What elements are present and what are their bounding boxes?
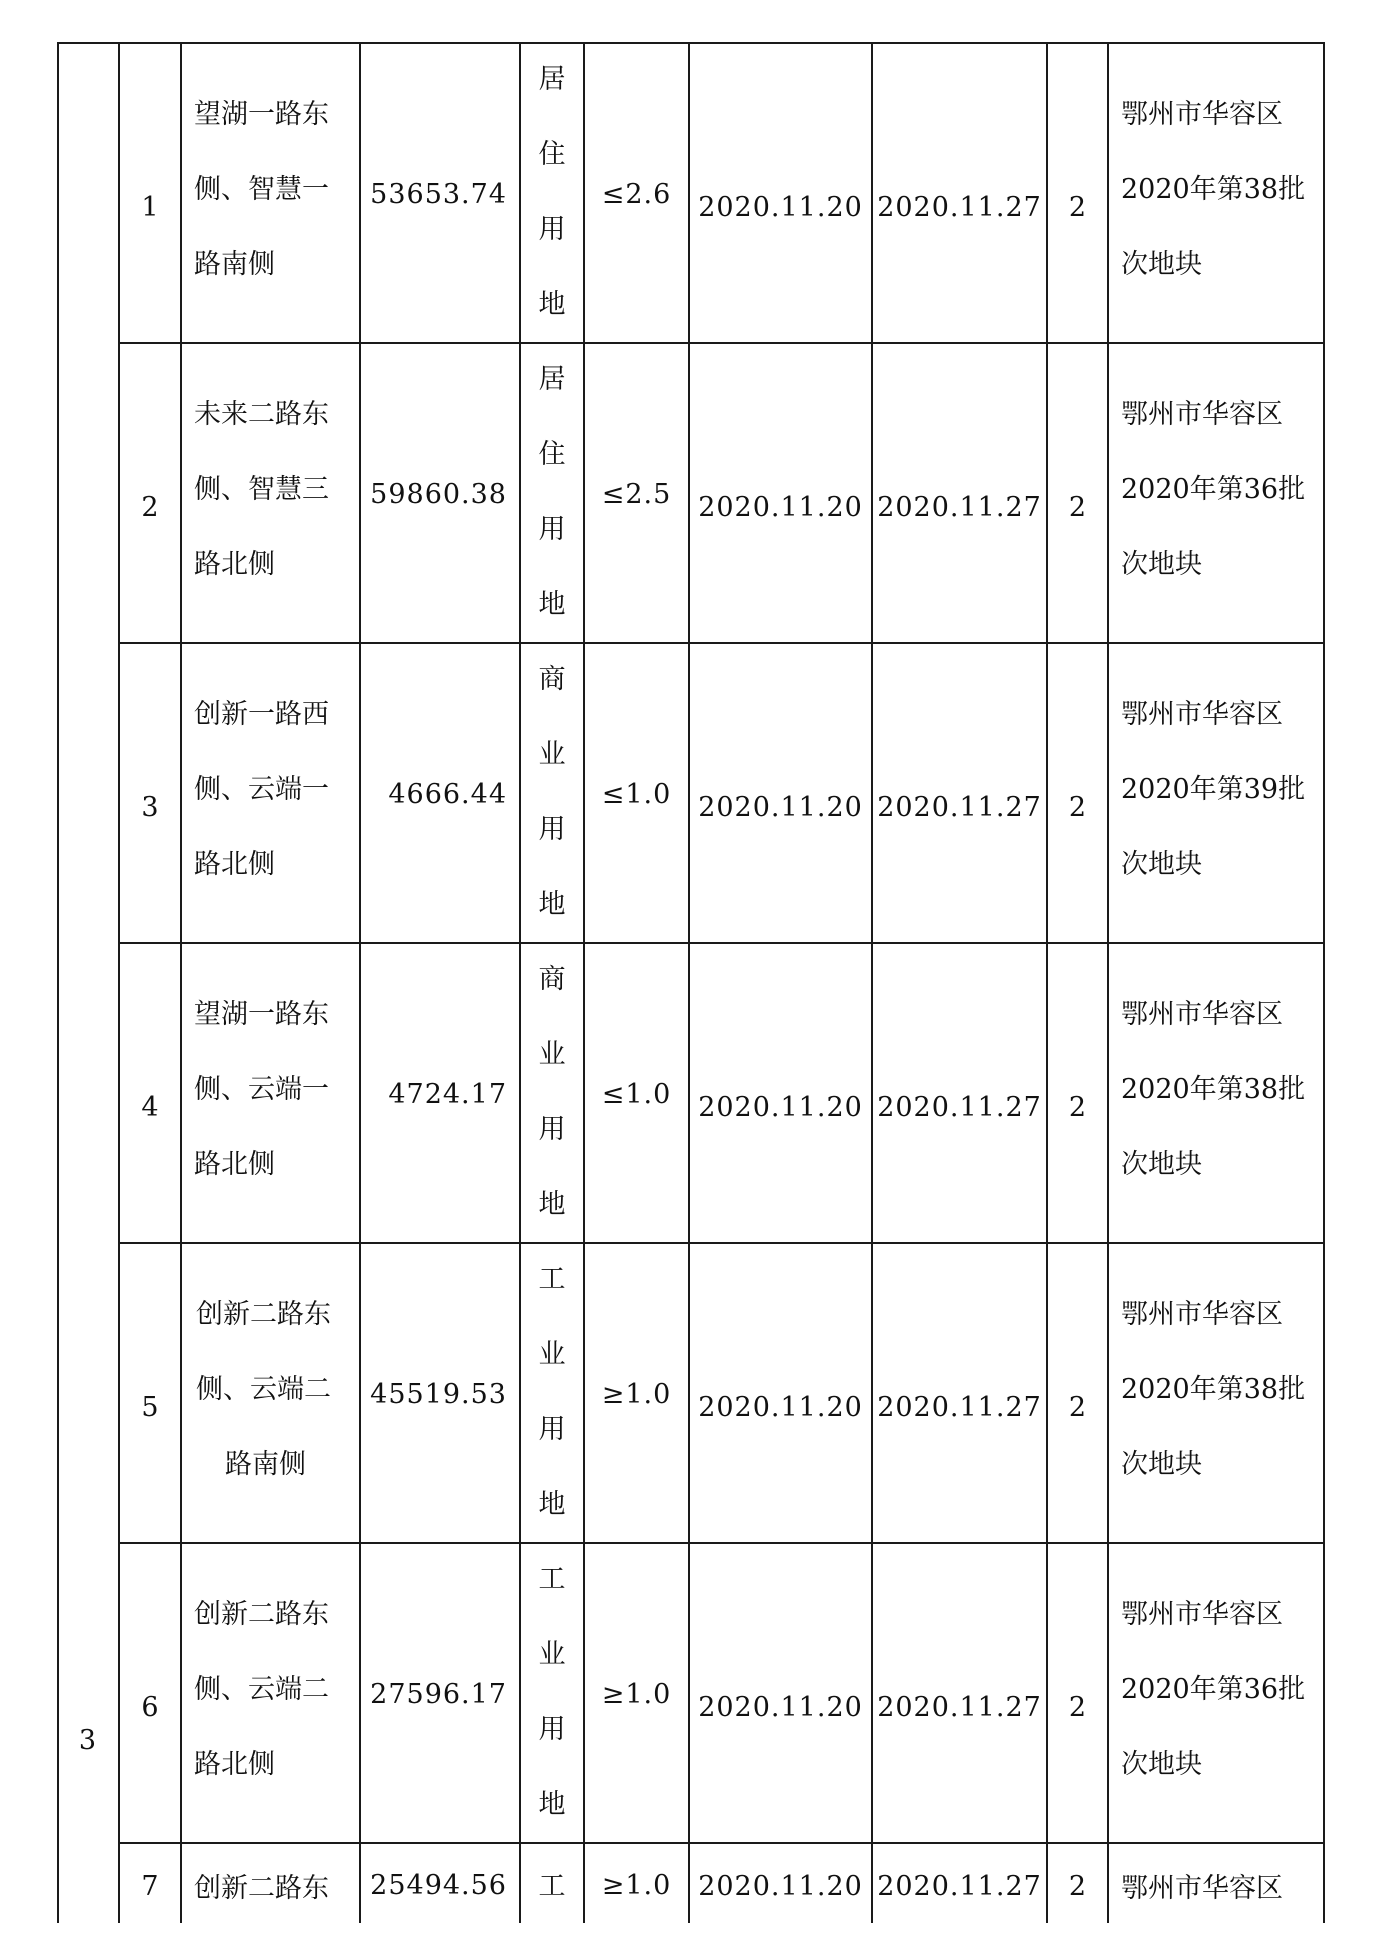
plot-ratio: ≤1.0 bbox=[601, 778, 672, 810]
plot-ratio: ≥1.0 bbox=[601, 1378, 672, 1410]
land-use-vertical bbox=[521, 342, 583, 642]
batch-line: 2020年第38批 bbox=[1121, 1374, 1306, 1405]
column-divider bbox=[1323, 42, 1325, 1923]
land-use-char: 地 bbox=[538, 1789, 566, 1820]
land-use-char: 用 bbox=[538, 1414, 566, 1445]
land-use-char: 工 bbox=[538, 1264, 566, 1295]
count-value: 2 bbox=[1068, 191, 1087, 223]
area-value: 25494.56 bbox=[370, 1869, 507, 1901]
row-number: 5 bbox=[141, 1391, 159, 1423]
start-date: 2020.11.20 bbox=[698, 1870, 863, 1902]
batch-line: 鄂州市华容区 bbox=[1121, 1299, 1283, 1330]
count-value: 2 bbox=[1068, 1870, 1087, 1902]
end-date: 2020.11.27 bbox=[877, 1391, 1042, 1423]
column-divider bbox=[359, 42, 361, 1923]
area-value: 4666.44 bbox=[388, 778, 507, 810]
row-number: 3 bbox=[141, 791, 159, 823]
count-value: 2 bbox=[1068, 491, 1087, 523]
land-use-char: 用 bbox=[538, 1114, 566, 1145]
land-use-char: 业 bbox=[538, 1639, 566, 1670]
location-line: 侧、智慧三 bbox=[194, 474, 329, 505]
batch-line: 鄂州市华容区 bbox=[1121, 999, 1283, 1030]
end-date: 2020.11.27 bbox=[877, 791, 1042, 823]
row-number: 4 bbox=[141, 1091, 159, 1123]
land-use-char: 用 bbox=[538, 214, 566, 245]
column-divider bbox=[583, 42, 585, 1923]
land-use-vertical bbox=[521, 642, 583, 942]
land-use-char: 地 bbox=[538, 889, 566, 920]
start-date: 2020.11.20 bbox=[698, 491, 863, 523]
land-use-vertical bbox=[521, 1849, 583, 1924]
plot-ratio: ≤2.6 bbox=[601, 178, 672, 210]
row-divider bbox=[118, 342, 1325, 344]
batch-line: 鄂州市华容区 bbox=[1121, 399, 1283, 430]
batch-line: 次地块 bbox=[1121, 249, 1202, 280]
row-number: 1 bbox=[141, 191, 159, 223]
location-line: 路北侧 bbox=[194, 849, 275, 880]
count-value: 2 bbox=[1068, 791, 1087, 823]
area-value: 45519.53 bbox=[370, 1378, 507, 1410]
column-divider bbox=[118, 42, 120, 1923]
area-value: 59860.38 bbox=[370, 478, 507, 510]
area-value: 27596.17 bbox=[370, 1678, 507, 1710]
plot-ratio: ≤1.0 bbox=[601, 1078, 672, 1110]
batch-line: 2020年第36批 bbox=[1121, 1674, 1306, 1705]
row-divider bbox=[118, 1242, 1325, 1244]
row-number: 7 bbox=[141, 1870, 159, 1902]
plot-ratio: ≥1.0 bbox=[601, 1869, 672, 1901]
column-divider bbox=[871, 42, 873, 1923]
land-use-vertical bbox=[521, 1542, 583, 1842]
end-date: 2020.11.27 bbox=[877, 191, 1042, 223]
row-number: 6 bbox=[141, 1691, 159, 1723]
land-use-vertical bbox=[521, 942, 583, 1242]
end-date: 2020.11.27 bbox=[877, 1091, 1042, 1123]
land-use-char: 商 bbox=[538, 964, 566, 995]
count-value: 2 bbox=[1068, 1391, 1087, 1423]
land-use-char: 业 bbox=[538, 1039, 566, 1070]
batch-line: 2020年第39批 bbox=[1121, 774, 1306, 805]
start-date: 2020.11.20 bbox=[698, 1091, 863, 1123]
area-value: 53653.74 bbox=[370, 178, 507, 210]
land-use-char: 商 bbox=[538, 664, 566, 695]
land-use-char: 地 bbox=[538, 1489, 566, 1520]
end-date: 2020.11.27 bbox=[877, 1870, 1042, 1902]
batch-line: 次地块 bbox=[1121, 1149, 1202, 1180]
batch-line: 次地块 bbox=[1121, 849, 1202, 880]
land-use-char: 住 bbox=[538, 439, 566, 470]
location-line: 侧、云端二 bbox=[196, 1374, 331, 1405]
batch-line: 次地块 bbox=[1121, 1449, 1202, 1480]
start-date: 2020.11.20 bbox=[698, 791, 863, 823]
land-use-char: 住 bbox=[538, 139, 566, 170]
land-use-char: 工 bbox=[538, 1871, 566, 1902]
count-value: 2 bbox=[1068, 1091, 1087, 1123]
land-use-char: 业 bbox=[538, 1339, 566, 1370]
location-line: 路北侧 bbox=[194, 1149, 275, 1180]
land-use-vertical bbox=[521, 1242, 583, 1542]
start-date: 2020.11.20 bbox=[698, 1691, 863, 1723]
land-use-char: 用 bbox=[538, 814, 566, 845]
location-line: 路南侧 bbox=[225, 1449, 306, 1480]
table-top-border bbox=[57, 42, 1325, 44]
area-value: 4724.17 bbox=[388, 1078, 507, 1110]
row-divider bbox=[118, 1542, 1325, 1544]
land-use-char: 用 bbox=[538, 514, 566, 545]
land-use-char: 地 bbox=[538, 289, 566, 320]
location-line: 创新二路东 bbox=[194, 1599, 329, 1630]
location-line: 创新二路东 bbox=[194, 1873, 329, 1904]
row-divider bbox=[118, 642, 1325, 644]
group-number: 3 bbox=[78, 1724, 97, 1756]
batch-line: 2020年第38批 bbox=[1121, 174, 1306, 205]
plot-ratio: ≥1.0 bbox=[601, 1678, 672, 1710]
location-line: 创新二路东 bbox=[196, 1299, 331, 1330]
location-line: 路北侧 bbox=[194, 1749, 275, 1780]
batch-line: 次地块 bbox=[1121, 549, 1202, 580]
plot-ratio: ≤2.5 bbox=[601, 478, 672, 510]
row-divider bbox=[118, 1842, 1325, 1844]
row-divider bbox=[118, 942, 1325, 944]
location-line: 侧、云端一 bbox=[194, 774, 329, 805]
location-line: 路北侧 bbox=[194, 549, 275, 580]
location-line: 侧、智慧一 bbox=[194, 174, 329, 205]
land-use-char: 地 bbox=[538, 589, 566, 620]
land-use-char: 业 bbox=[538, 739, 566, 770]
row-number: 2 bbox=[141, 491, 159, 523]
land-use-char: 居 bbox=[538, 364, 566, 395]
column-divider bbox=[1046, 42, 1048, 1923]
column-divider bbox=[688, 42, 690, 1923]
land-use-char: 地 bbox=[538, 1189, 566, 1220]
table-left-border bbox=[57, 42, 59, 1923]
location-line: 望湖一路东 bbox=[194, 999, 329, 1030]
start-date: 2020.11.20 bbox=[698, 191, 863, 223]
location-line: 创新一路西 bbox=[194, 699, 329, 730]
end-date: 2020.11.27 bbox=[877, 491, 1042, 523]
location-line: 望湖一路东 bbox=[194, 99, 329, 130]
land-use-char: 用 bbox=[538, 1714, 566, 1745]
column-divider bbox=[1107, 42, 1109, 1923]
location-line: 侧、云端二 bbox=[194, 1674, 329, 1705]
location-line: 侧、云端一 bbox=[194, 1074, 329, 1105]
end-date: 2020.11.27 bbox=[877, 1691, 1042, 1723]
column-divider bbox=[180, 42, 182, 1923]
count-value: 2 bbox=[1068, 1691, 1087, 1723]
batch-line: 鄂州市华容区 bbox=[1121, 1599, 1283, 1630]
batch-line: 2020年第38批 bbox=[1121, 1074, 1306, 1105]
land-use-char: 居 bbox=[538, 64, 566, 95]
batch-line: 次地块 bbox=[1121, 1749, 1202, 1780]
batch-line: 鄂州市华容区 bbox=[1121, 99, 1283, 130]
start-date: 2020.11.20 bbox=[698, 1391, 863, 1423]
batch-line: 鄂州市华容区 bbox=[1121, 699, 1283, 730]
batch-line: 鄂州市华容区 bbox=[1121, 1873, 1283, 1904]
batch-line: 2020年第36批 bbox=[1121, 474, 1306, 505]
location-line: 未来二路东 bbox=[194, 399, 329, 430]
land-use-char: 工 bbox=[538, 1564, 566, 1595]
land-use-vertical bbox=[521, 42, 583, 342]
location-line: 路南侧 bbox=[194, 249, 275, 280]
